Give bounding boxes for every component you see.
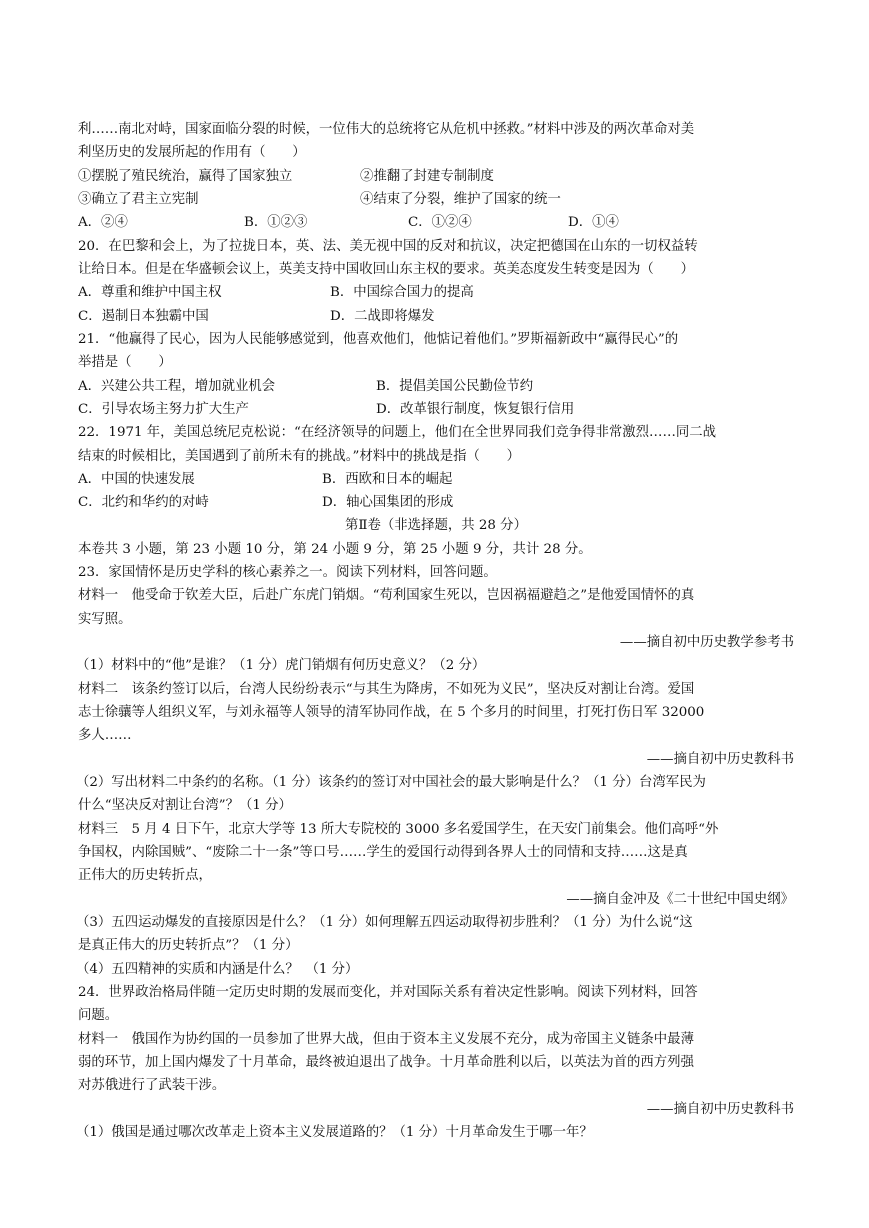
option-b: B．提倡美国公民勤俭节约 [376, 379, 534, 394]
q21-stem-line: 21．“他赢得了民心，因为人民能够感觉到，他喜欢他们，他惦记着他们。”罗斯福新政中“赢得民心”的 [78, 332, 679, 347]
material-text-line: 对苏俄进行了武装干涉。 [78, 1078, 226, 1093]
option-b: B．中国综合国力的提高 [330, 285, 474, 300]
option-b: B．①②③ [244, 215, 308, 230]
material-text-line: 实写照。 [78, 612, 132, 627]
option-a: A．兴建公共工程，增加就业机会 [78, 379, 276, 394]
material-text-line: 材料一 俄国作为协约国的一员参加了世界大战，但由于资本主义发展不充分，成为帝国主义链条中最薄 [78, 1032, 694, 1047]
sub-question-line: （1）俄国是通过哪次改革走上资本主义发展道路的？（1 分）十月革命发生于哪一年？ [76, 1125, 593, 1140]
q22-stem-line: 22．1971 年，美国总统尼克松说：“在经济领导的问题上，他们在全世界同我们竞争得非常激烈……同二战 [78, 425, 717, 440]
source-citation: ——摘自初中历史教学参考书 [619, 635, 794, 650]
q19-stem-line: 利……南北对峙，国家面临分裂的时候，一位伟大的总统将它从危机中拯救。”材料中涉及的两次革命对美 [78, 122, 695, 137]
q24-stem-line: 问题。 [78, 1008, 119, 1023]
option-d: D．改革银行制度，恢复银行信用 [376, 402, 575, 417]
sub-question-line: 什么“坚决反对割让台湾”？（1 分） [78, 798, 292, 813]
source-citation: ——摘自金冲及《二十世纪中国史纲》 [566, 892, 794, 907]
choice-statement-1: ①摆脱了殖民统治，赢得了国家独立 [78, 169, 293, 184]
q23-stem-line: 23．家国情怀是历史学科的核心素养之一。阅读下列材料，回答问题。 [78, 565, 497, 580]
choice-statement-4: ④结束了分裂，维护了国家的统一 [360, 192, 561, 207]
option-c: C．①②④ [408, 215, 472, 230]
option-a: A．尊重和维护中国主权 [78, 285, 222, 300]
q21-options-row [78, 376, 794, 398]
q19-choices-row [78, 189, 794, 211]
material-text-line: 材料一 他受命于钦差大臣，后赴广东虎门销烟。“苟利国家生死以，岂因祸福避趋之”是他爱国情怀的真 [78, 588, 695, 603]
material-text-line: 弱的环节，加上国内爆发了十月革命，最终被迫退出了战争。十月革命胜利以后，以英法为首的西方列强 [78, 1055, 694, 1070]
q19-stem-line: 利坚历史的发展所起的作用有（ ） [78, 145, 306, 160]
sub-question-line: （1）材料中的“他”是谁？（1 分）虎门销烟有何历史意义？（2 分） [76, 658, 486, 673]
q20-options-row [78, 306, 794, 328]
material-text-line: 正伟大的历史转折点， [78, 868, 212, 883]
q24-stem-line: 24．世界政治格局伴随一定历史时期的发展而变化，并对国际关系有着决定性影响。阅读下列材料，回答 [78, 985, 698, 1000]
choice-statement-3: ③确立了君主立宪制 [78, 192, 199, 207]
option-a: A．中国的快速发展 [78, 472, 195, 487]
option-c: C．引导农场主努力扩大生产 [78, 402, 249, 417]
q22-options-row [78, 469, 794, 491]
sub-question-line: （4）五四精神的实质和内涵是什么？ （1 分） [76, 962, 359, 977]
option-b: B．西欧和日本的崛起 [322, 472, 453, 487]
option-c: C．遏制日本独霸中国 [78, 309, 209, 324]
q19-choices-row [78, 166, 794, 188]
material-text-line: 志士徐骧等人组织义军，与刘永福等人领导的清军协同作战，在 5 个多月的时间里，打死打伤日军 32000 [78, 705, 705, 720]
q20-stem-line: 让给日本。但是在华盛顿会议上，英美支持中国收回山东主权的要求。英美态度发生转变是因为（ ） [78, 262, 694, 277]
source-citation: ——摘自初中历史教科书 [646, 752, 794, 767]
q22-options-row [78, 492, 794, 514]
section-instructions: 本卷共 3 小题，第 23 小题 10 分，第 24 小题 9 分，第 25 小题 9 分，共计 28 分。 [78, 542, 592, 557]
option-c: C．北约和华约的对峙 [78, 495, 209, 510]
option-d: D．二战即将爆发 [330, 309, 435, 324]
option-d: D．轴心国集团的形成 [322, 495, 454, 510]
material-text-line: 材料二 该条约签订以后，台湾人民纷纷表示“与其生为降虏，不如死为义民”，坚决反对割让台湾。爱国 [78, 682, 695, 697]
sub-question-line: （2）写出材料二中条约的名称。（1 分）该条约的签订对中国社会的最大影响是什么？（1 分）台湾军民为 [76, 775, 706, 790]
material-text-line: 多人…… [78, 728, 132, 743]
sub-question-line: 是真正伟大的历史转折点”？（1 分） [78, 938, 299, 953]
option-a: A．②④ [78, 215, 128, 230]
source-citation: ——摘自初中历史教科书 [646, 1102, 794, 1117]
q19-options-row [78, 212, 794, 234]
material-text-line: 争国权，内除国贼”、“废除二十一条”等口号……学生的爱国行动得到各界人士的同情和支持……这是真 [78, 845, 688, 860]
q20-stem-line: 20．在巴黎和会上，为了拉拢日本，英、法、美无视中国的反对和抗议，决定把德国在山东的一切权益转 [78, 239, 698, 254]
q21-options-row [78, 399, 794, 421]
sub-question-line: （3）五四运动爆发的直接原因是什么？（1 分）如何理解五四运动取得初步胜利？（1 分）为什么说“这 [76, 915, 693, 930]
material-text-line: 材料三 5 月 4 日下午，北京大学等 13 所大专院校的 3000 多名爱国学生，在天安门前集会。他们高呼“外 [78, 822, 719, 837]
choice-statement-2: ②推翻了封建专制制度 [360, 169, 494, 184]
q20-options-row [78, 282, 794, 304]
section-heading: 第Ⅱ卷（非选择题，共 28 分） [345, 518, 527, 533]
option-d: D．①④ [568, 215, 619, 230]
q21-stem-line: 举措是（ ） [78, 355, 172, 370]
q22-stem-line: 结束的时候相比，美国遇到了前所未有的挑战。”材料中的挑战是指（ ） [78, 449, 521, 464]
